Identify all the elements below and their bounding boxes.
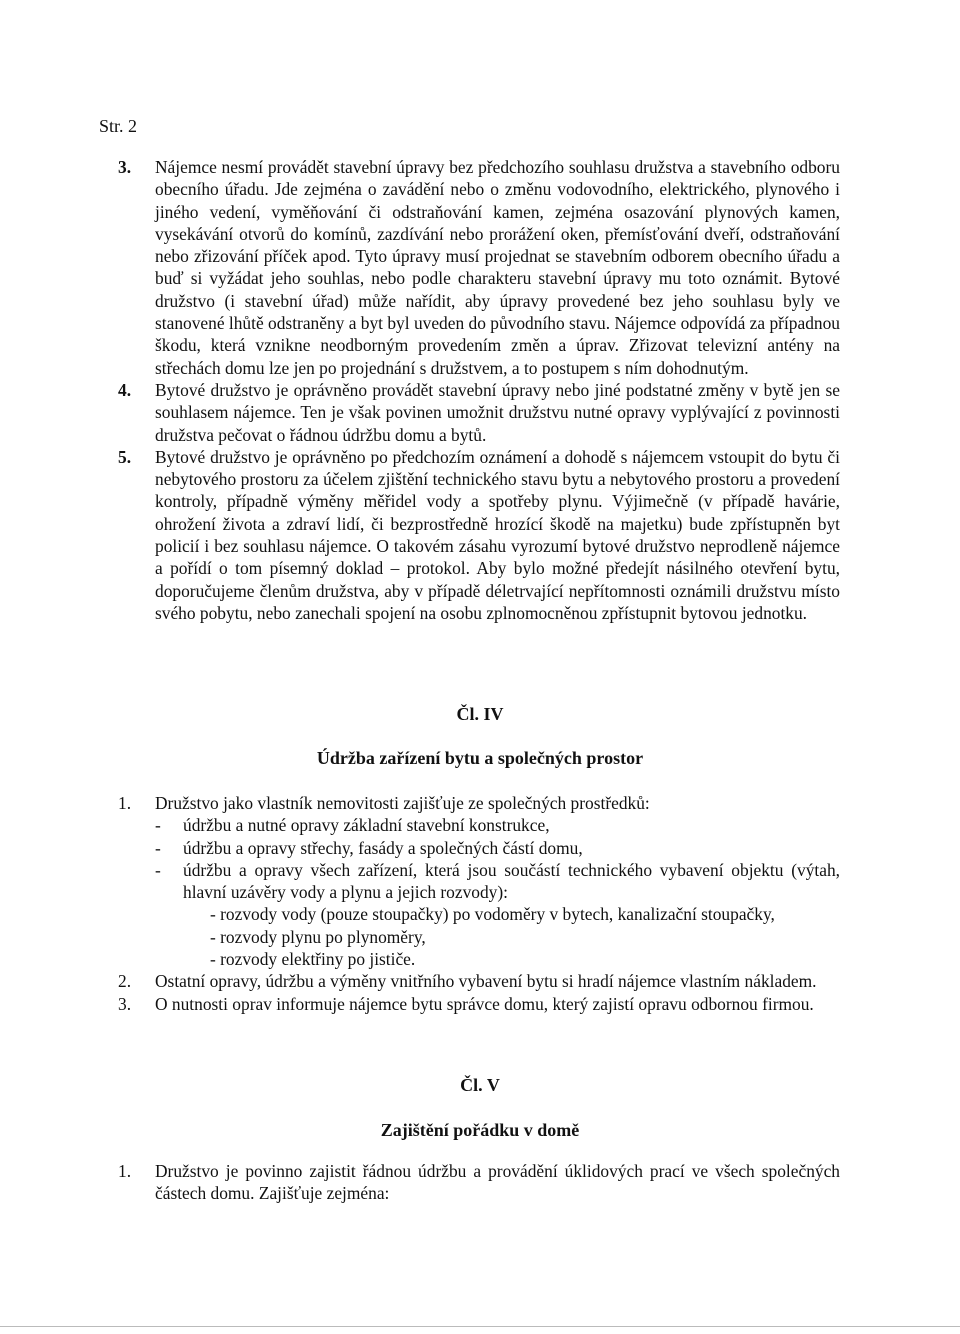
list-item	[118, 792, 840, 814]
item-number: 5.	[118, 446, 132, 467]
dash-item: - údržbu a opravy všech zařízení, která jsou součástí technického vybavení objektu (výtah, hlavní uzávěry vody a plynu a jejich rozvody):	[155, 859, 840, 903]
list-item	[118, 993, 840, 1015]
sub-item: - rozvody plynu po plynoměry,	[210, 926, 426, 947]
sub-item: - rozvody vody (pouze stoupačky) po vodoměry v bytech, kanalizační stoupačky,	[210, 904, 775, 925]
item-number: 3.	[118, 157, 132, 177]
article-5-body	[118, 1160, 840, 1205]
item-text: Bytové družstvo je oprávněno provádět stavební úpravy nebo jiné podstatné změny v bytě jen se souhlasem nájemce. Ten je však povinen umožnit družstvu nutné opravy vyplývající z povinnosti družstva pečovat o řádnou údržbu domu a bytů.	[155, 379, 840, 445]
item-number: 3.	[118, 993, 132, 1014]
item-text: Nájemce nesmí provádět stavební úpravy bez předchozího souhlasu družstva a stavebního odboru obecního úřadu. Jde zejména o zavádění nebo o změnu vodovodního, elektrického, plynového i jiného vedení, vyměňování či odstraňování kamen, zejména osazování plynových kamen, vysekávání otvorů do komínů, zazdívání nebo prorážení oken, přemísťování dveří, odstraňování nebo zřizování příček apod. Tyto úpravy musí projednat se stavebním odborem obecního úřadu a buď si vyžádat jeho souhlas, nebo podle charakteru stavební úpravy mu toto oznámit. Bytové družstvo (i stavební úřad) může nařídit, aby úpravy provedené bez jeho souhlasu byly ve stanovené lhůtě odstraněny a byt byl uveden do původního stavu. Nájemce odpovídá za případnou škodu, která vznikne neodborným provedením změn a úprav. Zřizovat televizní antény na střechách domu lze jen po projednání s družstvem, a to postupem s ním dohodnutým.	[155, 157, 840, 378]
item-text: Družstvo je povinno zajistit řádnou údržbu a provádění úklidových prací ve všech společných částech domu. Zajišťuje zejména:	[155, 1161, 840, 1204]
list-item	[118, 156, 840, 379]
article-4-title: Údržba zařízení bytu a společných prostor	[316, 748, 644, 768]
item-text: O nutnosti oprav informuje nájemce bytu správce domu, který zajistí opravu odbornou firmou.	[155, 993, 814, 1014]
article-4-body	[118, 792, 840, 1015]
list-item	[118, 1160, 840, 1205]
sub-item: - rozvody elektřiny po jističe.	[210, 949, 416, 970]
item-number: 1.	[118, 793, 132, 813]
article-5-number: Čl. V	[460, 1075, 500, 1095]
list-item	[118, 379, 840, 446]
item-text: Družstvo jako vlastník nemovitosti zajišťuje ze společných prostředků:	[155, 793, 650, 813]
article-4-number: Čl. IV	[456, 704, 504, 724]
page-bottom-divider	[0, 1326, 960, 1327]
item-number: 1.	[118, 1161, 132, 1181]
item-text: Ostatní opravy, údržbu a výměny vnitřního vybavení bytu si hradí nájemce vlastním nákladem.	[155, 971, 817, 992]
dash-list	[118, 814, 840, 970]
item-text: Bytové družstvo je oprávněno po předchozím oznámení a dohodě s nájemcem vstoupit do bytu či nebytového prostoru za účelem zjištění technického stavu bytu a nebytového prostoru a provedení kontroly, případně výměny měřidel vody a spotřeby plynu. Výjimečně (v případě havárie, ohrožení života a zdraví lidí, či bezprostředně hrozící škodě na majetku) bude zpřístupněn byt policií i bez souhlasu nájemce. O takovém zásahu vyrozumí bytové družstvo neprodleně nájemce a pořídí o tom písemný doklad – protokol. Aby bylo možné předejít násilného otevření bytu, doporučujeme členům družstva, aby v případě déletrvající nepřítomnosti oznámili družstvu místo svého pobytu, nebo zanechali spojení na osobu zplnomocněnou zpřístupnit bytovou jednotku.	[155, 446, 840, 623]
dash-item: - údržbu a nutné opravy základní stavební konstrukce,	[155, 815, 550, 836]
list-item	[118, 446, 840, 624]
dash-item: - údržbu a opravy střechy, fasády a společných částí domu,	[155, 837, 583, 858]
item-number: 4.	[118, 379, 132, 400]
list-item	[118, 970, 840, 992]
page-number: Str. 2	[99, 116, 138, 136]
article-5-title: Zajištění pořádku v domě	[380, 1120, 580, 1140]
item-number: 2.	[118, 971, 132, 992]
section-top	[118, 156, 840, 624]
